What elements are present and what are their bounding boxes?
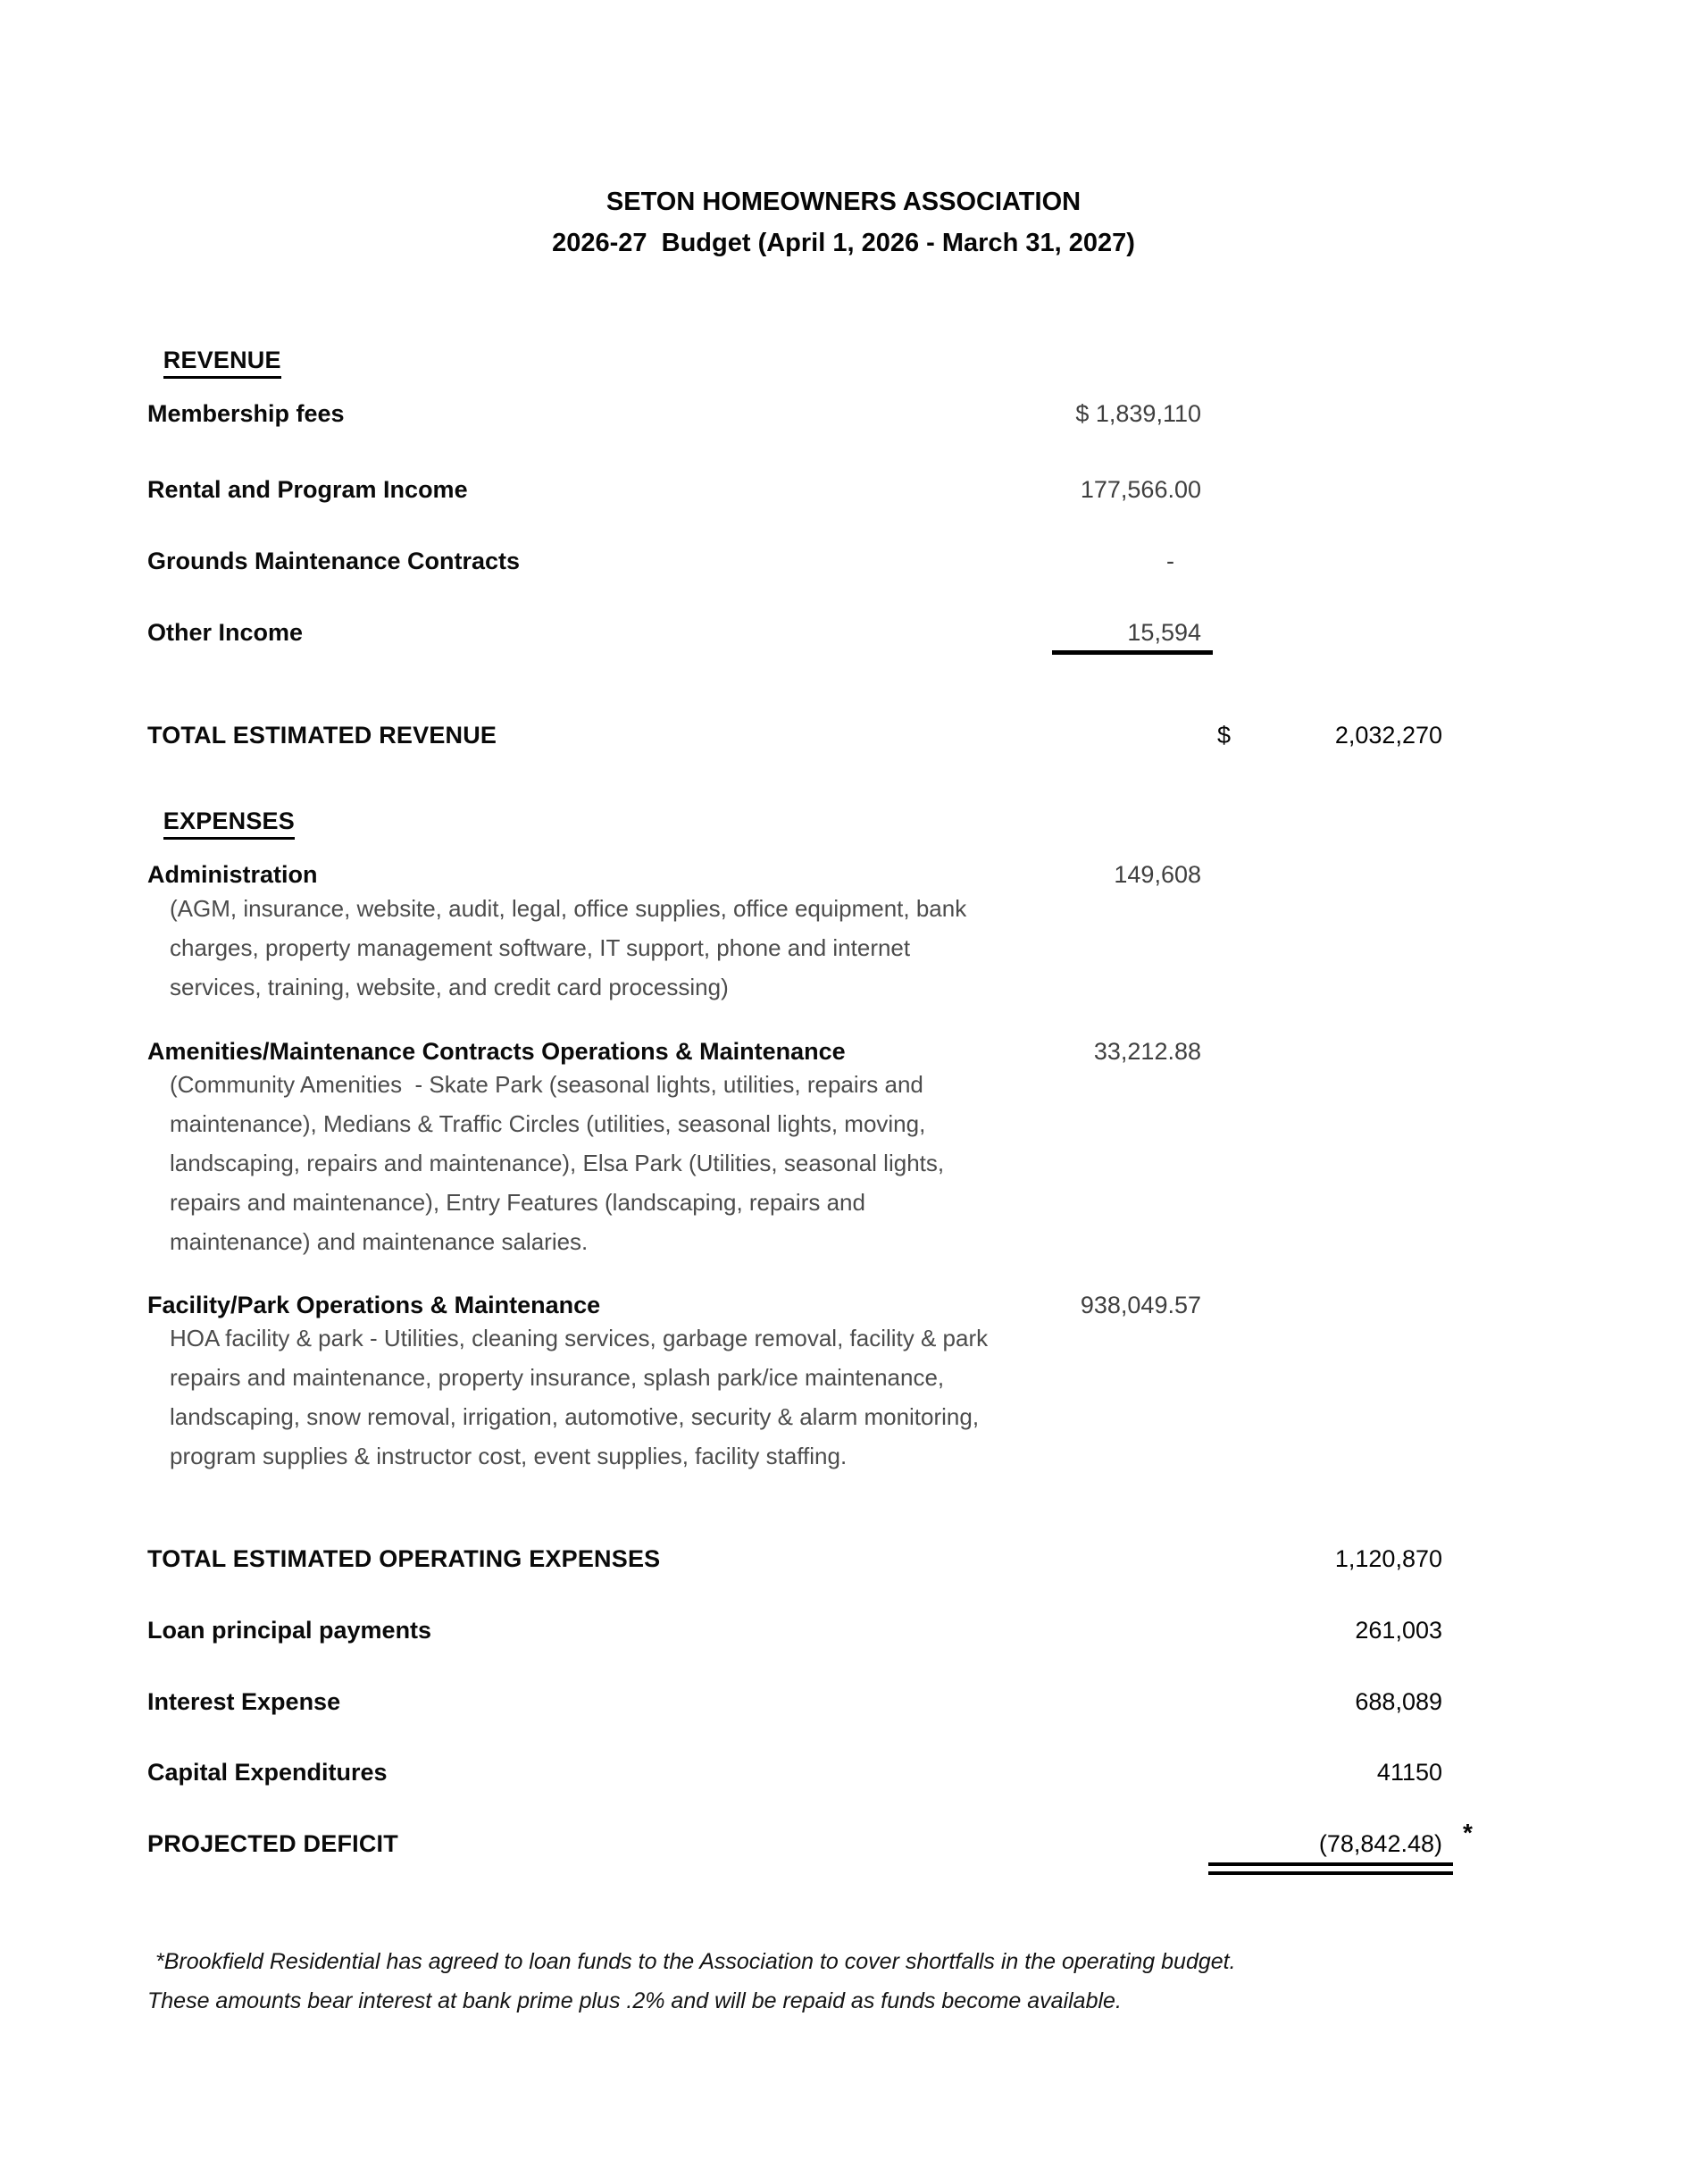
total-revenue-label: TOTAL ESTIMATED REVENUE: [147, 722, 497, 749]
expense-item-description-line: charges, property management software, IT support, phone and internet: [170, 934, 911, 961]
revenue-row-value: $ 1,839,110: [1075, 400, 1201, 427]
summary-row-value: 688,089: [1355, 1688, 1442, 1715]
revenue-row-value: 177,566.00: [1080, 476, 1201, 503]
expenses-section: [147, 791, 295, 851]
revenue-heading: REVENUE: [163, 347, 281, 379]
expense-item-description-line: (AGM, insurance, website, audit, legal, office supplies, office equipment, bank: [170, 895, 967, 922]
expense-item-label: Amenities/Maintenance Contracts Operations & Maintenance: [147, 1038, 846, 1065]
summary-row-label: Loan principal payments: [147, 1617, 432, 1644]
expense-item-value: 938,049.57: [1080, 1292, 1201, 1318]
expense-item-value: 33,212.88: [1093, 1038, 1201, 1065]
projected-deficit-value: (78,842.48): [1318, 1830, 1442, 1857]
summary-row-label: Interest Expense: [147, 1688, 341, 1715]
projected-deficit-label: PROJECTED DEFICIT: [147, 1830, 398, 1857]
expenses-heading: EXPENSES: [163, 807, 295, 840]
footnote-line: These amounts bear interest at bank prime plus .2% and will be repaid as funds become available.: [147, 1988, 1122, 2013]
revenue-row-value: -: [1166, 548, 1174, 574]
summary-row-value: 1,120,870: [1334, 1545, 1442, 1572]
expense-item-description-line: maintenance), Medians & Traffic Circles (utilities, seasonal lights, moving,: [170, 1110, 926, 1137]
expense-item-label: Facility/Park Operations & Maintenance: [147, 1292, 601, 1318]
deficit-double-rule: [1208, 1862, 1453, 1875]
expense-item-description-line: program supplies & instructor cost, event supplies, facility staffing.: [170, 1443, 848, 1469]
expense-item-label: Administration: [147, 861, 318, 888]
expense-item-description-line: landscaping, snow removal, irrigation, automotive, security & alarm monitoring,: [170, 1403, 980, 1430]
summary-row-value: 41150: [1376, 1759, 1442, 1786]
revenue-row-label: Rental and Program Income: [147, 476, 468, 503]
expense-item-description-line: (Community Amenities - Skate Park (seasonal lights, utilities, repairs and: [170, 1071, 923, 1098]
expense-item-description-line: maintenance) and maintenance salaries.: [170, 1228, 589, 1255]
footnote-line: *Brookfield Residential has agreed to loan funds to the Association to cover shortfalls in the operating budget.: [155, 1949, 1236, 1974]
deficit-footnote-marker: *: [1463, 1819, 1473, 1846]
revenue-subtotal-rule: [1052, 650, 1213, 655]
total-revenue-currency: $: [1217, 722, 1232, 749]
revenue-row-label: Grounds Maintenance Contracts: [147, 548, 521, 574]
revenue-section: [147, 331, 281, 390]
total-revenue-value: 2,032,270: [1334, 722, 1442, 749]
expense-item-description-line: repairs and maintenance), Entry Features (landscaping, repairs and: [170, 1189, 865, 1216]
summary-row-label: TOTAL ESTIMATED OPERATING EXPENSES: [147, 1545, 661, 1572]
expense-item-description-line: HOA facility & park - Utilities, cleaning services, garbage removal, facility & park: [170, 1325, 989, 1351]
expense-item-value: 149,608: [1114, 861, 1201, 888]
document-subtitle: 2026-27 Budget (April 1, 2026 - March 31, 2027): [552, 229, 1135, 257]
document-title: SETON HOMEOWNERS ASSOCIATION: [605, 188, 1082, 216]
expense-item-description-line: landscaping, repairs and maintenance), Elsa Park (Utilities, seasonal lights,: [170, 1150, 945, 1176]
expense-item-description-line: repairs and maintenance, property insurance, splash park/ice maintenance,: [170, 1364, 945, 1391]
expense-item-description-line: services, training, website, and credit card processing): [170, 974, 729, 1000]
revenue-row-label: Membership fees: [147, 400, 345, 427]
revenue-row-value: 15,594: [1127, 619, 1201, 646]
revenue-row-label: Other Income: [147, 619, 304, 646]
summary-row-value: 261,003: [1355, 1617, 1442, 1644]
summary-row-label: Capital Expenditures: [147, 1759, 388, 1786]
